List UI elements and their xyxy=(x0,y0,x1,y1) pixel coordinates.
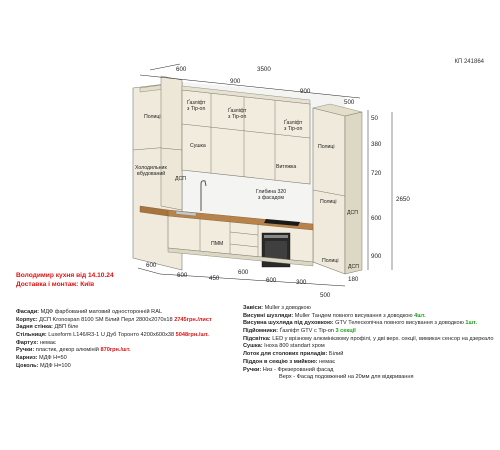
spec-value: Luxeform L146/R3-1 U Дуб Торонто 4200x600x38 xyxy=(46,332,176,339)
label-dsp-lower: ДСП xyxy=(348,264,359,270)
spec-key: Висувні шухляди: xyxy=(243,312,294,319)
spec-highlight: 1шт. xyxy=(465,320,477,327)
spec-left-row xyxy=(16,317,212,325)
spec-value: LED у врізному алюмінієвому профілі, у дві верх. секції, вимикач сенсор на дзеркало xyxy=(270,335,494,342)
project-id: КП 241864 xyxy=(454,59,484,65)
spec-key: Ручки: xyxy=(243,366,262,373)
spec-value: Ґазліфт GTV с Tip-on xyxy=(277,328,336,335)
spec-key: Піддон в секцію з мийкою: xyxy=(243,358,318,365)
spec-value: Верх - Фасад подовжений на 20мм для відкривання xyxy=(279,374,414,381)
label-polytsi-mid: Полиці xyxy=(320,199,337,205)
spec-key: Підйомники: xyxy=(243,328,278,335)
spec-left-row xyxy=(16,332,212,340)
dim-top-0: 600 xyxy=(176,66,187,73)
spec-value: МДФ H=100 xyxy=(38,362,71,369)
spec-highlight: 4шт. xyxy=(414,312,426,319)
spec-value: немає xyxy=(317,358,336,365)
label-vytyazhka: Витяжка xyxy=(276,164,297,170)
spec-left-row xyxy=(16,309,212,317)
label-gazlift-2: Ґазліфт з Tip-on xyxy=(228,108,247,120)
spec-key: Сушка: xyxy=(243,343,263,350)
dim-right-5: 900 xyxy=(371,253,382,260)
dim-bottom-4: 500 xyxy=(320,292,331,299)
dim-top-1: 900 xyxy=(230,78,241,85)
spec-right-row xyxy=(243,336,494,344)
spec-key: Ручки: xyxy=(16,347,35,354)
spec-right-row xyxy=(243,328,494,336)
spec-key: Карниз: xyxy=(16,355,38,362)
label-polytsi-right: Полиці xyxy=(318,144,335,150)
spec-value: МДФ фарбований матовий односторонній RAL xyxy=(39,309,163,315)
label-gazlift-3: Ґазліфт з Tip-on xyxy=(284,120,303,132)
spec-left-row xyxy=(16,355,212,363)
spec-right-row xyxy=(243,359,494,367)
spec-left-row xyxy=(16,363,212,371)
spec-key: Стільниця: xyxy=(16,332,47,339)
dim-right-4: 600 xyxy=(371,215,382,222)
dim-bottom-3: 300 xyxy=(296,279,307,286)
spec-value: Muller Тандем повного висування з доводкою xyxy=(293,312,415,319)
spec-value: Низ - Фрезерований фасад xyxy=(261,366,334,373)
dim-right-1: 380 xyxy=(371,141,382,148)
spec-right-row xyxy=(243,320,494,328)
bottom-dim-line xyxy=(160,274,345,286)
spec-left-row xyxy=(16,347,212,355)
dim-top-2: 3500 xyxy=(257,66,271,73)
label-pmm: ПММ xyxy=(211,241,224,247)
label-holodilnyk: Холодильник вбудований xyxy=(135,165,167,177)
spec-right xyxy=(243,305,494,382)
spec-value: МДФ H=50 xyxy=(37,355,67,362)
dim-side-depth: 180 xyxy=(348,276,359,283)
spec-key: Корпус: xyxy=(16,316,38,323)
label-sushka: Сушка xyxy=(190,143,206,149)
dim-right-2: 720 xyxy=(371,170,382,177)
spec-right-row xyxy=(243,343,494,351)
spec-right-row xyxy=(243,374,494,382)
spec-key: Висувна шухляда під духовкою: xyxy=(243,320,334,327)
spec-key: Цоколь: xyxy=(16,362,39,369)
spec-highlight: 870грн./шт. xyxy=(100,347,131,354)
spec-key: Завіси: xyxy=(243,305,264,311)
label-gazlift-1: Ґазліфт з Tip-on xyxy=(187,100,206,112)
label-polytsi-lower: Полиці xyxy=(322,258,339,264)
label-dsp-right: ДСП xyxy=(347,210,358,216)
spec-highlight: 3 секції xyxy=(335,328,356,335)
spec-highlight: 2745грн./лист xyxy=(174,316,212,323)
spec-key: Лоток для столових приладів: xyxy=(243,351,328,358)
spec-key: Фартух: xyxy=(16,339,39,346)
spec-left xyxy=(16,309,212,371)
spec-key: Підсвітка: xyxy=(243,335,271,342)
spec-left-row xyxy=(16,324,212,332)
dim-top-4: 500 xyxy=(344,99,355,106)
spec-right-row xyxy=(243,305,494,313)
dim-bottom-5: 600 xyxy=(177,272,188,279)
spec-key: Фасади: xyxy=(16,309,40,315)
delivery-note: Доставка і монтаж: Київ xyxy=(16,281,95,288)
dim-bottom-1: 450 xyxy=(209,275,220,282)
spec-value: ДВП біле xyxy=(52,324,79,331)
spec-key: Задня стінка: xyxy=(16,324,53,331)
spec-value: GTV Телескопічна повного висування з доводкою xyxy=(333,320,466,327)
label-dsp: ДСП xyxy=(175,176,186,182)
spec-value: Іноха 800 standart хром xyxy=(262,343,325,350)
dim-right-0: 50 xyxy=(371,115,378,122)
spec-value: немає xyxy=(38,339,56,346)
dim-bottom-0: 600 xyxy=(146,262,157,269)
spec-value: ДСП Kronospan 8100 SM Білий Перл 2800x2070x18 xyxy=(37,316,175,323)
dim-top-3: 900 xyxy=(300,88,311,95)
spec-value: Білий xyxy=(327,351,344,358)
label-polytsi-left: Полиці xyxy=(144,114,161,120)
dim-right-3: 2650 xyxy=(396,196,410,203)
label-glybyna: Глибина 320 з фасадом xyxy=(256,189,287,201)
spec-value: пластик, декор алюміній xyxy=(34,347,101,354)
dim-bottom-6: 600 xyxy=(238,269,249,276)
spec-right-row xyxy=(243,351,494,359)
measure-note: Володимир кухня від 14.10.24 xyxy=(16,272,114,279)
spec-right-row xyxy=(243,313,494,321)
dim-bottom-2: 600 xyxy=(266,277,277,284)
spec-highlight: 5048грн./шт. xyxy=(175,332,209,339)
spec-value: Muller з доводкою xyxy=(263,305,311,311)
